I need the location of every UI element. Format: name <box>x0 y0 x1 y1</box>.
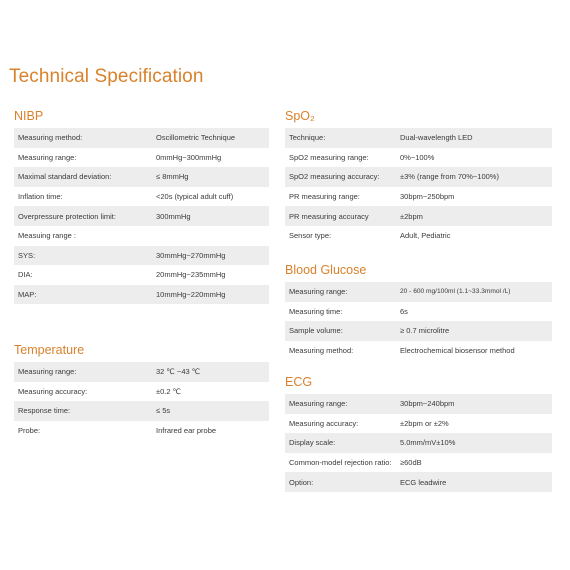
spec-row <box>285 226 552 246</box>
spec-value: 0mmHg~300mmHg <box>156 152 222 162</box>
spec-row <box>285 394 552 414</box>
spo2-section <box>285 107 552 246</box>
temperature-title: Temperature <box>14 343 85 357</box>
spec-key: Measuring range: <box>18 367 77 377</box>
spec-row <box>285 453 552 473</box>
spec-key: MAP: <box>18 290 37 300</box>
spec-key: Measuring method: <box>18 133 83 143</box>
spec-row <box>285 414 552 434</box>
blood-glucose-title: Blood Glucose <box>285 263 367 277</box>
spo2-title: SpO₂ <box>285 109 315 123</box>
spec-value: Adult, Pediatric <box>400 231 451 241</box>
spec-row <box>285 187 552 207</box>
spec-value: 30bpm~250bpm <box>400 192 455 202</box>
spec-row <box>14 362 269 382</box>
spec-row <box>14 246 269 266</box>
spec-key: Maximal standard deviation: <box>18 172 112 182</box>
spec-value: Electrochemical biosensor method <box>400 346 515 356</box>
spec-key: PR measuring accuracy <box>289 211 369 221</box>
spec-key: Probe: <box>18 426 41 436</box>
blood-glucose-section <box>285 261 552 360</box>
spec-row <box>14 226 269 246</box>
spec-value: ≤ 5s <box>156 406 171 416</box>
spec-value: Dual-wavelength LED <box>400 133 473 143</box>
spec-value: ≤ 8mmHg <box>156 172 189 182</box>
spec-key: Display scale: <box>289 438 336 448</box>
spec-key: Measuring range: <box>289 287 348 297</box>
spec-key: Measuring range: <box>18 152 77 162</box>
spec-row <box>14 128 269 148</box>
spec-row <box>14 285 269 305</box>
spec-key: SpO2 measuring range: <box>289 152 369 162</box>
temperature-section <box>14 341 269 440</box>
page-title: Technical Specification <box>9 66 204 87</box>
spec-value: ≥ 0.7 microlitre <box>400 326 450 336</box>
spec-value: 20mmHg~235mmHg <box>156 270 226 280</box>
spec-row <box>14 148 269 168</box>
nibp-title: NIBP <box>14 109 44 123</box>
ecg-section <box>285 373 552 492</box>
spec-value: 5.0mm/mV±10% <box>400 438 456 448</box>
spec-row <box>285 206 552 226</box>
spec-value: Infrared ear probe <box>156 426 217 436</box>
spec-key: DIA: <box>18 270 33 280</box>
spec-key: Technique: <box>289 133 326 143</box>
spec-row <box>14 187 269 207</box>
spec-value: 6s <box>400 306 408 316</box>
spec-row <box>285 167 552 187</box>
spec-row <box>14 401 269 421</box>
nibp-spec-table <box>14 128 269 304</box>
spec-value: ECG leadwire <box>400 477 447 487</box>
spec-value: ±2bpm or ±2% <box>400 418 449 428</box>
spec-row <box>14 265 269 285</box>
spec-row <box>285 321 552 341</box>
spec-row <box>14 382 269 402</box>
temperature-spec-table <box>14 362 269 440</box>
spec-key: Sample volume: <box>289 326 343 336</box>
spec-value: 20 - 600 mg/100ml (1.1~33.3mmol /L) <box>400 288 511 296</box>
ecg-title: ECG <box>285 375 313 389</box>
spec-key: SYS: <box>18 250 36 260</box>
spec-value: 32 ℃ ~43 ℃ <box>156 367 201 377</box>
spec-key: Response time: <box>18 406 71 416</box>
spec-row <box>285 148 552 168</box>
spec-row <box>285 302 552 322</box>
spec-value: ±3% (range from 70%~100%) <box>400 172 499 182</box>
ecg-spec-table <box>285 394 552 492</box>
spec-row <box>285 282 552 302</box>
spec-value: ±2bpm <box>400 211 423 221</box>
spec-value: 30bpm~240bpm <box>400 399 455 409</box>
spec-value: <20s (typical adult cuff) <box>156 192 234 202</box>
spec-key: Measuring accuracy: <box>289 418 359 428</box>
spec-value: Oscillometric Technique <box>156 133 236 143</box>
spec-key: Measuing range : <box>18 231 76 241</box>
spec-row <box>14 167 269 187</box>
spec-row <box>14 206 269 226</box>
spec-key: SpO2 measuring accuracy: <box>289 172 380 182</box>
spec-row <box>285 341 552 361</box>
spec-value: ≥60dB <box>400 458 422 468</box>
spec-key: Common-model rejection ratio: <box>289 458 392 468</box>
spec-key: Inflation time: <box>18 192 63 202</box>
spec-key: Option: <box>289 477 314 487</box>
spec-key: Overpressure protection limit: <box>18 211 116 221</box>
spec-key: Measuring accuracy: <box>18 386 88 396</box>
spo2-spec-table <box>285 128 552 246</box>
spec-row <box>285 472 552 492</box>
spec-row <box>285 433 552 453</box>
spec-row <box>14 421 269 441</box>
spec-value: 10mmHg~220mmHg <box>156 290 226 300</box>
spec-value: ±0.2 ℃ <box>156 386 182 396</box>
spec-value: 30mmHg~270mmHg <box>156 250 226 260</box>
nibp-section <box>14 107 269 304</box>
blood-glucose-spec-table <box>285 282 552 360</box>
spec-key: Sensor type: <box>289 231 332 241</box>
spec-key: Measuring range: <box>289 399 348 409</box>
spec-row <box>285 128 552 148</box>
spec-key: Measuring method: <box>289 346 354 356</box>
spec-key: Measuring time: <box>289 306 343 316</box>
spec-value: 0%~100% <box>400 152 435 162</box>
spec-value: 300mmHg <box>156 211 191 221</box>
spec-key: PR measuring range: <box>289 192 360 202</box>
